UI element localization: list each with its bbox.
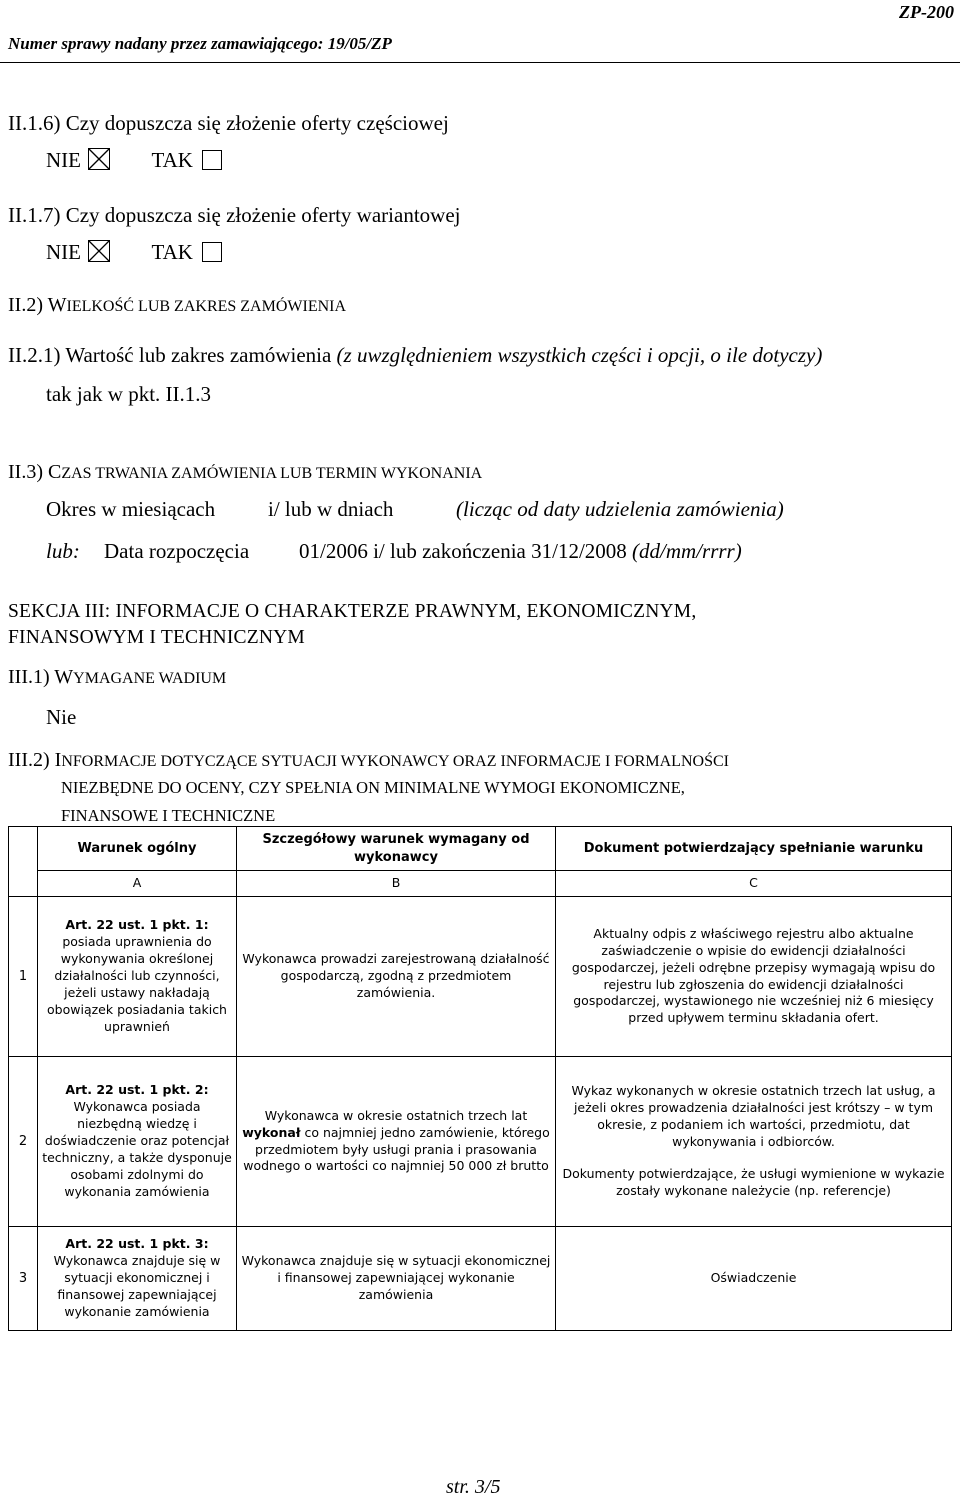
section-2-2-1-value: tak jak w pkt. II.1.3 [46,382,212,406]
section-2-2-1-title: II.2.1) Wartość lub zakres zamówienia [8,343,332,367]
form-code: ZP-200 [899,2,954,22]
col-letter-a: A [38,871,237,897]
detail-cell [237,1057,556,1227]
detail-text-a: Wykonawca w okresie ostatnich trzech lat [264,1107,528,1123]
row-number: 1 [9,897,38,1057]
general-text: Wykonawca posiada niezbędną wiedzę i doświadczenie oraz potencjał techniczny, a także dysponuje osobami zdolnymi do wykonania zamówienia [42,1099,232,1199]
section-3-2-prefix: III.2) I [8,749,62,771]
article-ref: Art. 22 ust. 1 pkt. 1: [65,917,209,933]
article-ref: Art. 22 ust. 1 pkt. 3: [65,1236,209,1252]
requirements-table [8,826,952,1331]
section-3-1-heading [8,666,226,689]
general-cell [38,1057,237,1227]
table-row [9,1227,952,1331]
section-3-2-heading-line2: NIEZBĘDNE DO OCENY, CZY SPEŁNIA ON MINIMALNE WYMOGI EKONOMICZNE, [61,778,685,797]
tak-label: TAK [151,240,193,264]
general-cell [38,1227,237,1331]
months-label: Okres w miesiącach [46,497,216,521]
start-label: Data rozpoczęcia [104,539,250,563]
row-number: 3 [9,1227,38,1331]
tak-checkbox[interactable] [202,242,222,262]
section-3-heading-line1: SEKCJA III: INFORMACJE O CHARAKTERZE PRAWNYM, EKONOMICZNYM, [8,601,697,622]
section-2-1-6-title: II.1.6) Czy dopuszcza się złożenie oferty częściowej [8,111,449,135]
detail-header: Szczegółowy warunek wymagany od wykonawcy [237,827,556,871]
detail-text-bold: wykonał [242,1124,301,1140]
document-cell [556,1057,952,1227]
counting-note: (licząc od daty udzielenia zamówienia) [456,497,784,521]
general-cell [38,897,237,1057]
checkmark-x-icon [88,148,110,170]
start-end-line [299,539,742,564]
nie-label: NIE [46,240,81,264]
tak-label: TAK [151,148,193,172]
document-header: Dokument potwierdzający spełnianie warunku [556,827,952,871]
section-2-2-1-heading [8,343,822,368]
document-cell: Oświadczenie [556,1227,952,1331]
section-2-2-1-note: (z uwzględnieniem wszystkich części i opcji, o ile dotyczy) [336,343,823,367]
end-label: i/ lub zakończenia [373,539,526,563]
section-3-1-prefix: III.1) W [8,666,74,688]
section-2-2-prefix: II.2) W [8,294,67,316]
or-label: lub: [46,539,80,563]
page-number: str. 3/5 [446,1476,501,1498]
table-letter-row [9,871,952,897]
section-3-2-heading-line3: FINANSOWE I TECHNICZNE [61,806,276,825]
detail-cell: Wykonawca prowadzi zarejestrowaną działalność gospodarczą, zgodną z przedmiotem zamówienia. [237,897,556,1057]
document-cell: Aktualny odpis z właściwego rejestru albo aktualne zaświadczenie o wpisie do ewidencji działalności gospodarczej, jeżeli odrębne przepisy wymagają wpisu do rejestru lub zgłoszenia do ewidencji działalności gospodarczej, wystawionego nie wcześniej niż 6 miesięcy przed upływem terminu składania ofert. [556,897,952,1057]
col-letter-b: B [237,871,556,897]
general-header: Warunek ogólny [38,827,237,871]
section-2-3-title: ZAS TRWANIA ZAMÓWIENIA LUB TERMIN WYKONANIA [61,465,483,482]
section-3-1-title: YMAGANE WADIUM [73,670,227,687]
section-2-2-heading [8,294,346,317]
section-2-1-6-options [46,148,222,173]
tak-checkbox[interactable] [202,150,222,170]
article-ref: Art. 22 ust. 1 pkt. 2: [65,1082,209,1098]
col-letter-c: C [556,871,952,897]
num-header-cell [9,827,38,897]
section-3-2-title-line1: NFORMACJE DOTYCZĄCE SYTUACJI WYKONAWCY ORAZ INFORMACJE I FORMALNOŚCI [61,753,729,770]
general-text: posiada uprawnienia do wykonywania określonej działalności lub czynności, jeżeli ustawy nakładają obowiązek posiadania takich uprawnień [47,934,227,1034]
end-value: 31/12/2008 [531,539,627,563]
section-3-2-heading-line1 [8,749,729,772]
section-3-1-value: Nie [46,705,77,729]
row-number: 2 [9,1057,38,1227]
nie-checkbox-checked[interactable] [88,240,110,262]
nie-label: NIE [46,148,81,172]
detail-cell: Wykonawca znajduje się w sytuacji ekonomicznej i finansowej zapewniającej wykonanie zamówienia [237,1227,556,1331]
document-text-1: Wykaz wykonanych w okresie ostatnich trzech lat usług, a jeżeli okres prowadzenia działalności jest krótszy – w tym okresie, z podaniem ich wartości, przedmiotu, dat wykonywania i odbiorców. [571,1082,936,1149]
general-text: Wykonawca znajduje się w sytuacji ekonomicznej i finansowej zapewniającej wykonanie zamówienia [53,1253,221,1319]
days-label: i/ lub w dniach [268,497,394,521]
section-2-3-heading [8,461,482,484]
nie-checkbox-checked[interactable] [88,148,110,170]
document-text-2: Dokumenty potwierdzające, że usługi wymienione w wykazie zostały wykonane należycie (np. referencje) [562,1166,945,1199]
format-note: (dd/mm/rrrr) [632,539,742,563]
section-3-heading-line2: FINANSOWYM I TECHNICZNYM [8,627,305,648]
table-header-row [9,827,952,871]
checkmark-x-icon [88,240,110,262]
detail-text-b: co najmniej jedno zamówienie, którego przedmiotem były usługi prania i prasowania wodnego o wartości co najmniej 50 000 zł brutto [243,1124,550,1174]
header-divider [0,62,960,63]
table-row [9,897,952,1057]
table-row [9,1057,952,1227]
section-2-2-title: IELKOŚĆ LUB ZAKRES ZAMÓWIENIA [66,298,347,315]
start-value: 01/2006 [299,539,368,563]
case-number: Numer sprawy nadany przez zamawiającego: 19/05/ZP [8,34,392,53]
section-2-3-prefix: II.3) C [8,461,62,483]
section-2-1-7-title: II.1.7) Czy dopuszcza się złożenie oferty wariantowej [8,203,461,227]
section-2-1-7-options [46,240,222,265]
